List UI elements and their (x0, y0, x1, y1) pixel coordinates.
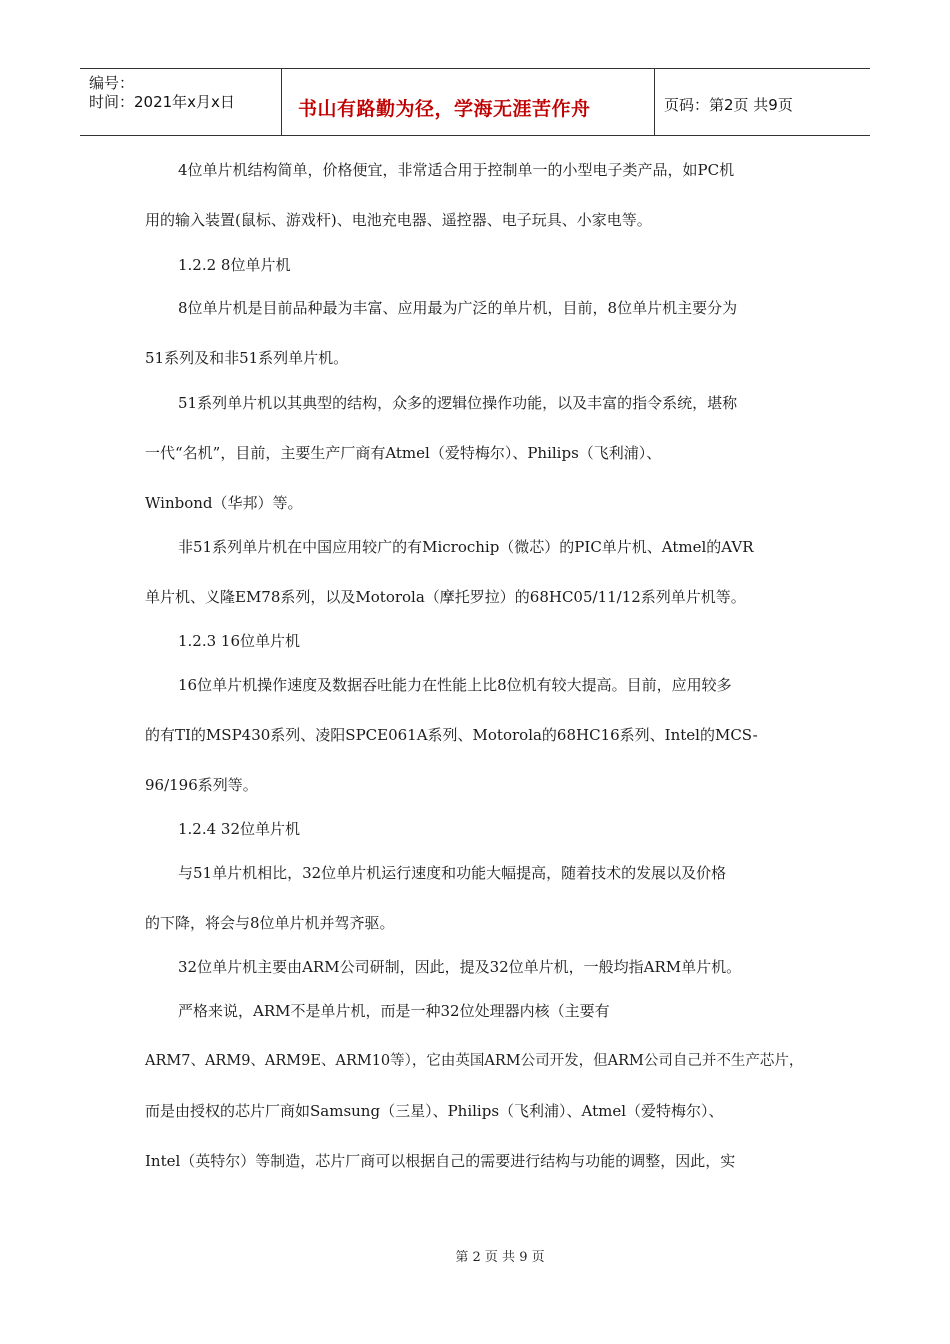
body-line: 而是由授权的芯片厂商如Samsung（三星）、Philips（飞利浦）、Atmel（爱特梅尔）、 (145, 1102, 724, 1120)
body-line: 单片机、义隆EM78系列，以及Motorola（摩托罗拉）的68HC05/11/12系列单片机等。 (145, 588, 746, 606)
body-line: 32位单片机主要由ARM公司研制，因此，提及32位单片机，一般均指ARM单片机。 (178, 958, 742, 976)
document-id-label: 编号： (89, 74, 135, 92)
body-line: Intel（英特尔）等制造，芯片厂商可以根据自己的需要进行结构与功能的调整，因此，实 (145, 1152, 736, 1170)
header-motto: 书山有路勤为径，学海无涯苦作舟 (298, 98, 591, 120)
header-divider (654, 69, 655, 135)
section-heading: 1.2.3 16位单片机 (178, 632, 301, 650)
body-line: 8位单片机是目前品种最为丰富、应用最为广泛的单片机，目前，8位单片机主要分为 (178, 299, 738, 317)
body-line: 16位单片机操作速度及数据吞吐能力在性能上比8位机有较大提高。目前，应用较多 (178, 676, 732, 694)
document-time-label: 时间：2021年x月x日 (89, 93, 235, 111)
body-line: 非51系列单片机在中国应用较广的有Microchip（微芯）的PIC单片机、Atmel的AVR (178, 538, 754, 556)
body-line: 4位单片机结构简单，价格便宜，非常适合用于控制单一的小型电子类产品，如PC机 (178, 161, 735, 179)
body-line: 51系列单片机以其典型的结构，众多的逻辑位操作功能，以及丰富的指令系统，堪称 (178, 394, 738, 412)
body-line: 严格来说，ARM不是单片机，而是一种32位处理器内核（主要有 (178, 1002, 610, 1020)
section-heading: 1.2.4 32位单片机 (178, 820, 301, 838)
body-line: ARM7、ARM9、ARM9E、ARM10等），它由英国ARM公司开发，但ARM公司自己并不生产芯片， (145, 1053, 804, 1069)
body-line: 51系列及和非51系列单片机。 (145, 349, 349, 367)
body-line: 与51单片机相比，32位单片机运行速度和功能大幅提高，随着技术的发展以及价格 (178, 864, 727, 882)
body-line: 用的输入装置(鼠标、游戏杆)、电池充电器、遥控器、电子玩具、小家电等。 (145, 211, 652, 229)
body-line: 96/196系列等。 (145, 776, 258, 794)
body-line: 的有TI的MSP430系列、凌阳SPCE061A系列、Motorola的68HC16系列、Intel的MCS- (145, 726, 758, 744)
footer-page-number: 第 2 页 共 9 页 (455, 1250, 545, 1265)
body-line: 的下降，将会与8位单片机并驾齐驱。 (145, 914, 395, 932)
header-page-number: 页码：第2页 共9页 (664, 96, 793, 114)
page-header (80, 68, 870, 136)
body-line: 一代“名机”，目前，主要生产厂商有Atmel（爱特梅尔）、Philips（飞利浦）、 (145, 444, 662, 462)
body-line: Winbond（华邦）等。 (145, 494, 303, 512)
page-footer (0, 1246, 950, 1265)
header-divider (281, 69, 282, 135)
section-heading: 1.2.2 8位单片机 (178, 256, 291, 274)
